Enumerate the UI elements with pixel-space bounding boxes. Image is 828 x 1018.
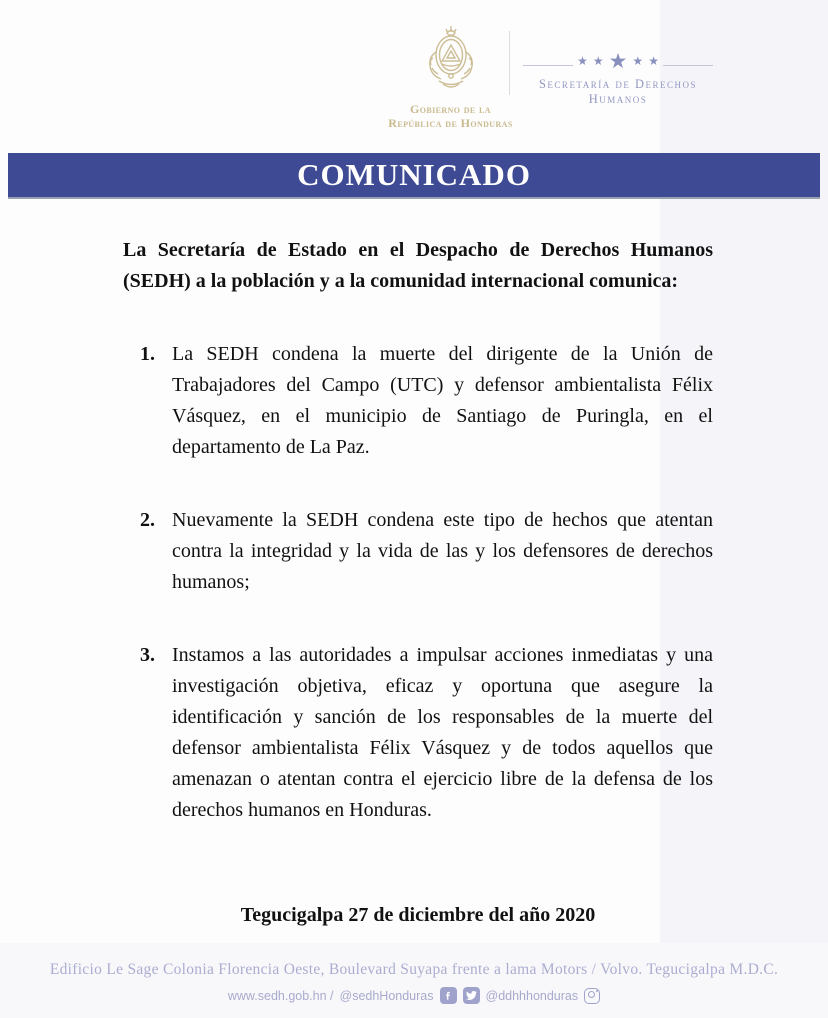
- document-footer: [0, 961, 828, 1018]
- list-item-text: La SEDH condena la muerte del dirigente de la Unión de Trabajadores del Campo (UTC) y defensor ambientalista Félix Vásquez, en el municipio de Santiago de Puringla, en el departamento de La Paz.: [172, 343, 713, 458]
- header-divider: [509, 31, 510, 95]
- sedh-logo: [523, 48, 713, 107]
- sedh-logo-label: Secretaría de Derechos Humanos: [538, 77, 697, 106]
- footer-social-line: [0, 987, 828, 1004]
- star-rule-right: [663, 65, 713, 66]
- document-header: [0, 0, 828, 153]
- facebook-twitter-handle[interactable]: @sedhHonduras: [339, 988, 434, 1003]
- list-item-number: 1.: [140, 343, 155, 365]
- footer-address: Edificio Le Sage Colonia Florencia Oeste, Boulevard Suyapa frente a lama Motors / Volvo. Tegucigalpa M.D.C.: [49, 961, 779, 978]
- list-item-1: [123, 339, 713, 463]
- star-icon-large: ★: [608, 48, 628, 73]
- list-item-number: 2.: [140, 509, 155, 531]
- twitter-icon[interactable]: [463, 987, 480, 1004]
- government-logo-line2: República de Honduras: [388, 116, 513, 130]
- numbered-list: [123, 339, 713, 826]
- instagram-icon[interactable]: [584, 988, 600, 1004]
- government-logo: [388, 24, 513, 130]
- comunicado-banner: [8, 153, 820, 199]
- stars-row: [523, 48, 713, 74]
- honduras-coat-of-arms-icon: [388, 24, 513, 98]
- star-icon: ★: [632, 54, 644, 68]
- instagram-dot: [596, 990, 598, 992]
- list-item-3: [123, 640, 713, 826]
- list-item-2: [123, 505, 713, 598]
- instagram-handle[interactable]: @ddhhhonduras: [485, 988, 579, 1003]
- list-item-text: Nuevamente la SEDH condena este tipo de hechos que atentan contra la integridad y la vida de las y los defensores de derechos humanos;: [172, 509, 713, 593]
- website-url[interactable]: www.sedh.gob.hn /: [227, 988, 334, 1003]
- intro-paragraph: La Secretaría de Estado en el Despacho de Derechos Humanos (SEDH) a la población y a la comunidad internacional comunica:: [123, 239, 713, 292]
- five-stars-icon: [573, 48, 663, 73]
- list-item-number: 3.: [140, 644, 155, 666]
- communique-body: [123, 235, 713, 931]
- star-icon: ★: [577, 54, 588, 68]
- dateline: Tegucigalpa 27 de diciembre del año 2020: [240, 904, 596, 926]
- government-logo-line1: Gobierno de la: [410, 102, 491, 116]
- star-icon: ★: [592, 54, 604, 68]
- banner-title: COMUNICADO: [297, 157, 531, 192]
- list-item-text: Instamos a las autoridades a impulsar acciones inmediatas y una investigación objetiva, eficaz y oportuna que asegure la identificación y sanción de los responsables de la muerte del defensor ambientalista Félix Vásquez y de todos aquellos que amenazan o atentan contra el ejercicio libre de la defensa de los derechos humanos en Honduras.: [172, 644, 713, 821]
- instagram-lens: [588, 991, 595, 998]
- star-icon: ★: [648, 54, 659, 68]
- star-rule-left: [523, 65, 573, 66]
- facebook-icon[interactable]: [440, 987, 457, 1004]
